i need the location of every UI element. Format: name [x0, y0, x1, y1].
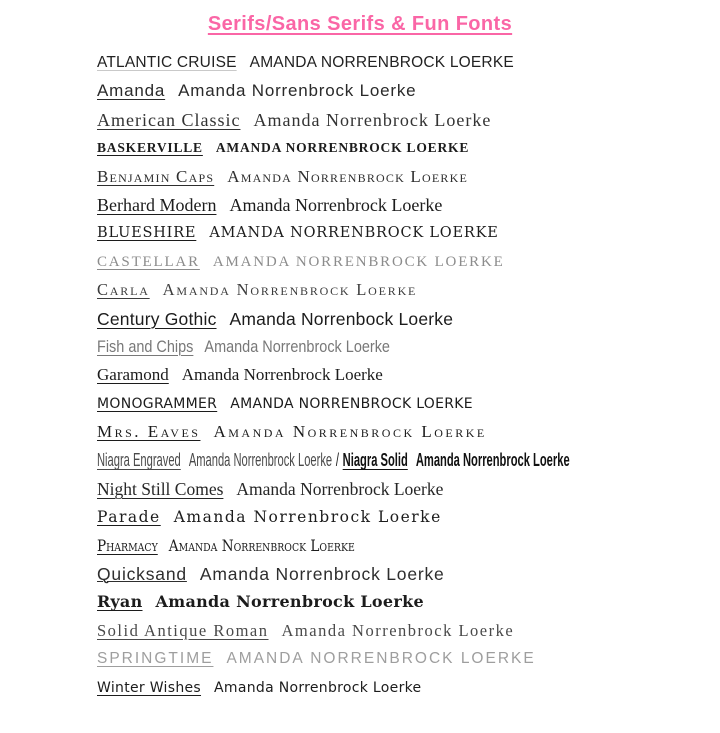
font-row-amanda — [97, 77, 720, 105]
font-name: Niagra Engraved — [97, 450, 181, 471]
font-row-niagra — [97, 446, 720, 474]
font-sample: Amanda Norrenbrock Loerke — [155, 592, 424, 612]
font-sample: Amanda Norrenbrock Loerke — [415, 450, 570, 471]
font-sample: AMANDA NORRENBROCK LOERKE — [212, 253, 505, 270]
font-name: Winter Wishes — [97, 679, 202, 696]
font-sample: Amanda Norrenbrock Loerke — [199, 564, 445, 585]
font-name: Parade — [97, 508, 161, 527]
font-sample: AMANDA NORRENBROCK LOERKE — [230, 395, 473, 412]
font-name: SPRINGTIME — [97, 650, 214, 668]
font-name: Night Still Comes — [97, 478, 224, 499]
font-sample: Amanda Norrenbrock Loerke — [229, 194, 443, 215]
font-sample: AMANDA NORRENBROCK LOERKE — [226, 650, 536, 668]
font-name: Carla — [97, 280, 150, 300]
font-row-blueshire — [97, 219, 720, 247]
font-row-castellar — [97, 248, 720, 276]
font-sample: Amanda Norrenbrock Loerke — [188, 450, 333, 471]
font-name: ATLANTIC CRUISE — [97, 54, 237, 71]
font-row-springtime — [97, 645, 720, 673]
font-row-century-gothic — [97, 305, 720, 333]
font-name: Quicksand — [97, 564, 187, 585]
font-name: Mrs. Eaves — [97, 422, 201, 442]
font-row-atlantic-cruise — [97, 49, 720, 77]
font-row-fish-and-chips — [97, 333, 720, 361]
page-title: Serifs/Sans Serifs & Fun Fonts — [207, 13, 513, 35]
font-sample: Amanda Norrenbrock Loerke — [181, 365, 383, 385]
font-row-solid-antique-roman — [97, 617, 720, 645]
font-row-quicksand — [97, 560, 720, 588]
font-name: American Classic — [97, 109, 241, 130]
font-name: Niagra Solid — [342, 450, 408, 471]
font-sample: Amanda Norrenbrock Loerke — [214, 679, 422, 696]
font-sample: Amanda Norrenbrock Loerke — [253, 109, 492, 130]
font-sample-list — [0, 49, 720, 702]
font-row-american-classic — [97, 106, 720, 134]
font-row-garamond — [97, 361, 720, 389]
separator: / — [335, 450, 339, 471]
font-name: Benjamin Caps — [97, 166, 215, 186]
font-sample: Amanda Norrenbrock Loerke — [204, 336, 390, 356]
font-row-mrs-eaves — [97, 418, 720, 446]
font-name: Ryan — [97, 592, 143, 612]
font-name: BASKERVILLE — [97, 140, 203, 156]
font-sample: Amanda Norrenbrock Loerke — [213, 422, 487, 442]
font-name: CASTELLAR — [97, 253, 200, 270]
font-row-ryan — [97, 588, 720, 616]
font-name: Amanda — [97, 81, 166, 101]
font-name: BLUESHIRE — [97, 225, 197, 242]
font-row-benjamin-caps — [97, 163, 720, 191]
font-sample: AMANDA NORRENBROCK LOERKE — [209, 225, 499, 242]
font-name: Garamond — [97, 365, 169, 385]
font-name: Pharmacy — [97, 535, 158, 555]
font-row-berhard-modern — [97, 191, 720, 219]
font-sample: Amanda Norrenbrock Loerke — [281, 620, 515, 640]
font-sample: AMANDA NORRENBROCK LOERKE — [249, 54, 514, 71]
font-row-parade — [97, 503, 720, 531]
font-sample: Amanda Norrenbrock Loerke — [168, 535, 355, 555]
font-sample: AMANDA NORRENBROCK LOERKE — [215, 140, 470, 156]
font-sample: Amanda Norrenbrock Loerke — [178, 81, 417, 101]
font-row-winter-wishes — [97, 674, 720, 702]
font-sample: Amanda Norrenbrock Loerke — [236, 478, 444, 499]
font-row-night-still-comes — [97, 475, 720, 503]
font-sample: Amanda Norrenbock Loerke — [229, 308, 454, 329]
font-name: Berhard Modern — [97, 194, 217, 215]
font-sample: Amanda Norrenbrock Loerke — [227, 166, 469, 186]
font-name: MONOGRAMMER — [97, 395, 218, 412]
font-row-carla — [97, 276, 720, 304]
font-name: Fish and Chips — [97, 336, 194, 356]
font-row-baskerville — [97, 134, 720, 162]
font-sample: Amanda Norrenbrock Loerke — [162, 280, 418, 300]
font-sample: Amanda Norrenbrock Loerke — [173, 508, 442, 527]
font-name: Solid Antique Roman — [97, 620, 269, 640]
font-row-monogrammer — [97, 390, 720, 418]
font-name: Century Gothic — [97, 308, 217, 329]
font-row-pharmacy — [97, 532, 720, 560]
